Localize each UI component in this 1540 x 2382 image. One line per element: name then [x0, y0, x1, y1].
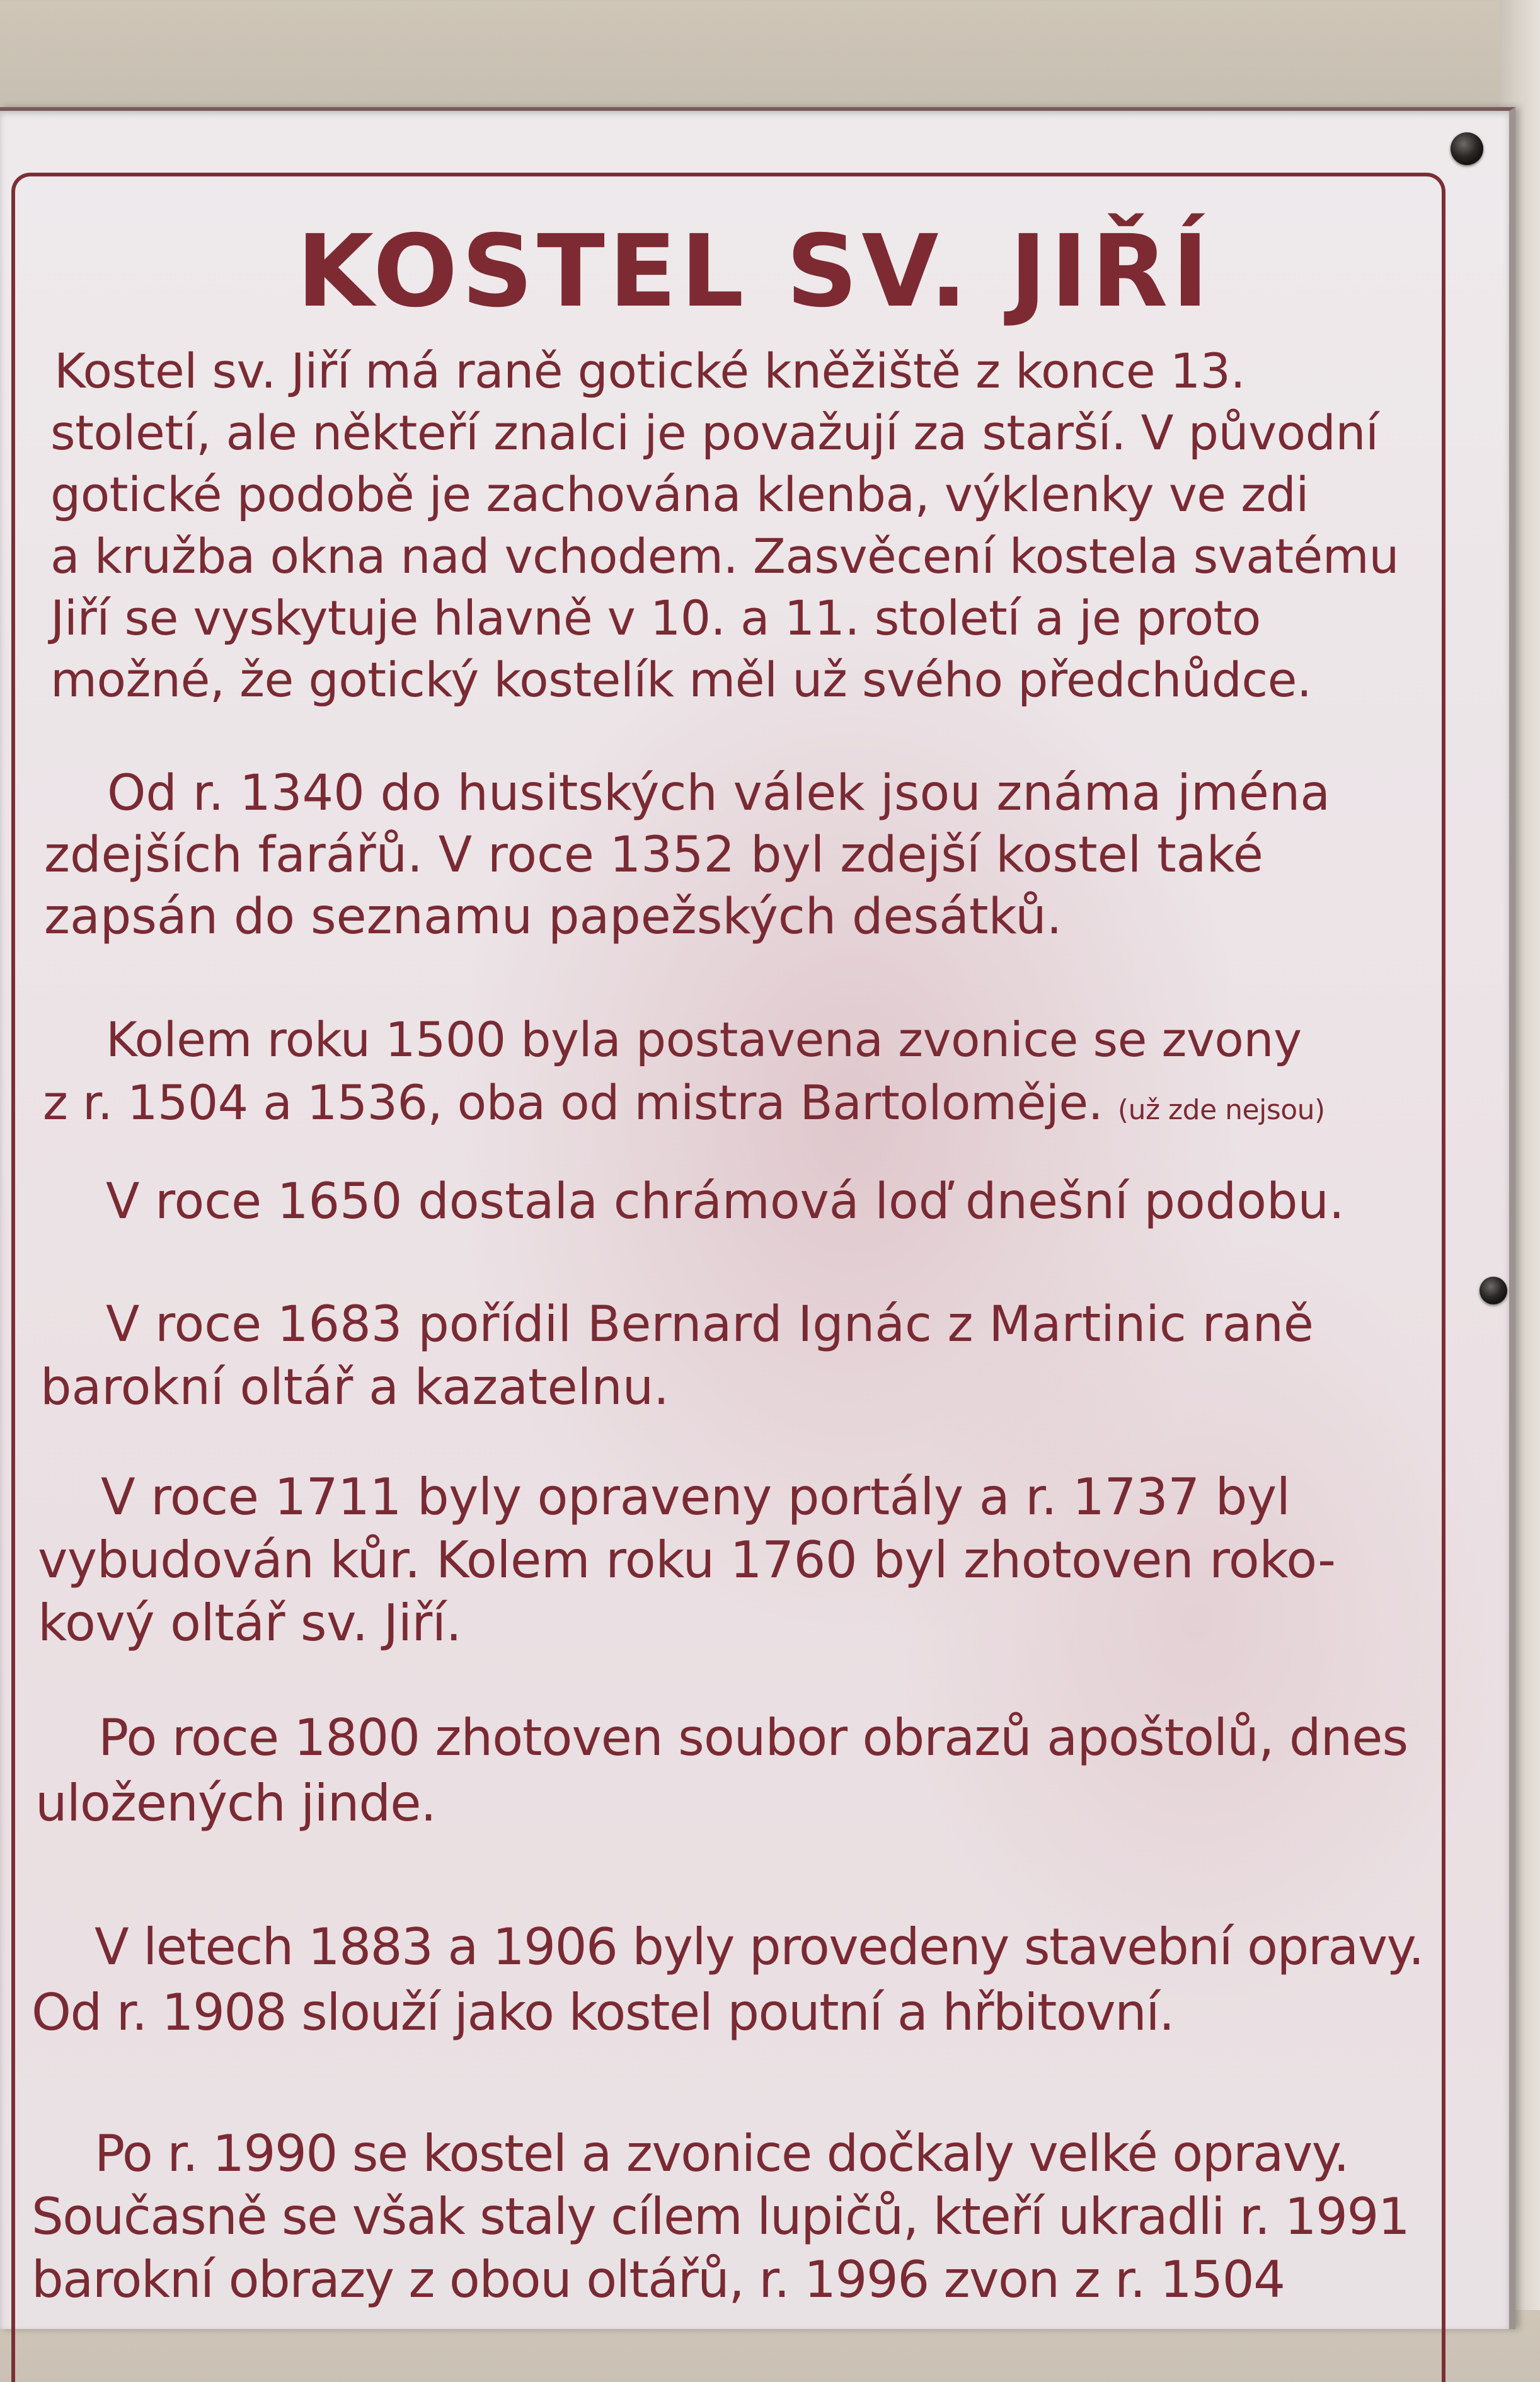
paragraph-4	[106, 1171, 1345, 1233]
information-sign	[0, 107, 1515, 2329]
paragraph-6	[38, 1466, 1336, 1655]
paragraph-1	[50, 340, 1399, 711]
text-line: barokní oltář a kazatelnu.	[40, 1359, 669, 1416]
text-line: století, ale někteří znalci je považují za starší. V původní	[50, 405, 1379, 461]
text-line: Jiří se vyskytuje hlavně v 10. a 11. století a je proto	[50, 590, 1261, 646]
text-line: Po r. 1990 se kostel a zvonice dočkaly velké opravy.	[95, 2124, 1349, 2183]
text-line: V roce 1683 pořídil Bernard Ignác z Martinic raně	[106, 1296, 1314, 1353]
note-text: (už zde nejsou)	[1117, 1094, 1325, 1126]
text-line: vybudován kůr. Kolem roku 1760 byl zhotoven roko-	[38, 1531, 1336, 1589]
text-line: V roce 1711 byly opraveny portály a r. 1737 byl	[101, 1468, 1290, 1526]
text-line: barokní obrazy z obou oltářů, r. 1996 zvon z r. 1504	[32, 2250, 1285, 2309]
screw-middle-right	[1480, 1277, 1507, 1304]
text-line: gotické podobě je zachována klenba, výklenky ve zdi	[50, 466, 1309, 522]
text-line: Od r. 1340 do husitských válek jsou známa jména	[107, 765, 1331, 822]
paragraph-3	[43, 1008, 1325, 1142]
text-line: a kružba okna nad vchodem. Zasvěcení kostela svatému	[50, 528, 1399, 584]
text-line: Kostel sv. Jiří má raně gotické kněžiště z konce 13.	[54, 343, 1246, 399]
paragraph-7	[35, 1705, 1408, 1836]
text-line: zdejších farářů. V roce 1352 byl zdejší kostel také	[44, 827, 1263, 883]
text-line: zapsán do seznamu papežských desátků.	[44, 889, 1062, 945]
text-line: Po roce 1800 zhotoven soubor obrazů apoštolů, dnes	[98, 1708, 1408, 1767]
text-line: uložených jinde.	[35, 1774, 436, 1833]
text-line-main: z r. 1504 a 1536, oba od mistra Bartoloměje.	[43, 1074, 1103, 1131]
paragraph-8	[32, 1914, 1423, 2045]
paragraph-2	[44, 762, 1331, 948]
paragraph-9	[32, 2122, 1410, 2311]
text-line: Kolem roku 1500 byla postavena zvonice se zvony	[106, 1011, 1302, 1067]
text-line: možné, že gotický kostelík měl už svého předchůdce.	[50, 652, 1312, 708]
screw-top-right	[1451, 132, 1483, 165]
text-line: V roce 1650 dostala chrámová loď dnešní podobu.	[106, 1173, 1345, 1230]
sign-title: KOSTEL SV. JIŘÍ	[296, 214, 1213, 330]
text-line: Od r. 1908 slouží jako kostel poutní a hřbitovní.	[32, 1983, 1174, 2042]
text-line: V letech 1883 a 1906 byly provedeny stavební opravy.	[95, 1918, 1423, 1976]
text-line	[43, 1071, 1325, 1142]
text-line: kový oltář sv. Jiří.	[38, 1594, 462, 1652]
paragraph-5	[40, 1293, 1314, 1419]
text-line: Současně se však staly cílem lupičů, kteří ukradli r. 1991	[32, 2187, 1410, 2246]
